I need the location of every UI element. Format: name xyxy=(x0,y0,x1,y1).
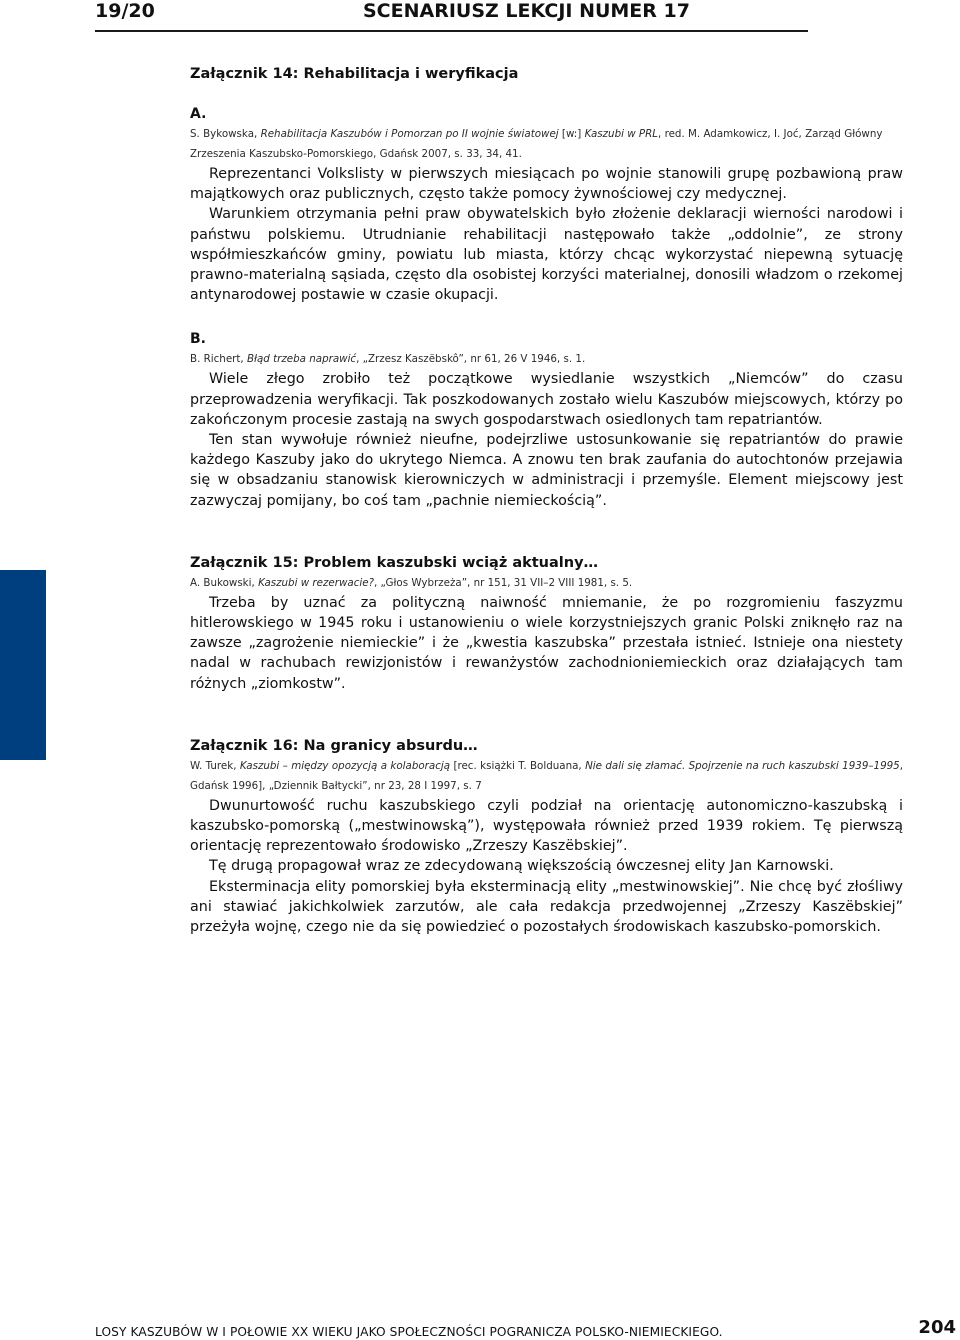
page-number: 19/20 xyxy=(95,0,155,22)
source-citation: S. Bykowska, Rehabilitacja Kaszubów i Pomorzan po II wojnie światowej [w:] Kaszubi w PRL, red. M. Adamkowicz, I. Joć, Zarząd Główny Zrzeszenia Kaszubsko-Pomorskiego, Gdańsk 2007, s. 33, 34, 41. xyxy=(190,128,883,160)
footer-title: LOSY KASZUBÓW W I POŁOWIE XX WIEKU JAKO SPOŁECZNOŚCI POGRANICZA POLSKO-NIEMIECKIEGO. xyxy=(95,1325,723,1339)
section-title: Załącznik 16: Na granicy absurdu… xyxy=(190,737,478,754)
section-title: Załącznik 14: Rehabilitacja i weryfikacja xyxy=(190,66,519,82)
footer-page-number: 204 xyxy=(918,1317,956,1338)
paragraph: Eksterminacja elity pomorskiej była eksterminacją elity „mestwinowskiej”. Nie chcę być złośliwy ani stawiać jakichkolwiek zarzutów, ale cała redakcja przedwojennej „Zrzeszy Kaszëbskiej” przeżyła wojnę, czego nie da się powiedzieć o pozostałych środowiskach kaszubsko-pomorskich. xyxy=(190,878,903,936)
section-title: Załącznik 15: Problem kaszubski wciąż aktualny… xyxy=(190,554,599,571)
paragraph: Ten stan wywołuje również nieufne, podejrzliwe ustosunkowanie się repatriantów do prawie każdego Kaszuby jako do ukrytego Niemca. A znowu ten brak zaufania do autochtonów przejawia się w obsadzaniu stanowisk kierowniczych w administracji i przemyśle. Element miejscowy jest zazwyczaj pomijany, bo coś tam „pachnie niemieckością”. xyxy=(190,432,903,509)
section-zalacznik-16 xyxy=(190,736,903,937)
paragraph: Trzeba by uznać za polityczną naiwność mniemanie, że po rozgromieniu faszyzmu hitlerowskiego w 1945 roku i ustanowieniu o wiele korzystniejszych granic Polski zniknęło raz na zawsze „zagrożenie niemieckie” i że „kwestia kaszubska” przestała istnieć. Istnieje ona niestety nadal w rachubach rewizjonistów i rewanżystów zachodnioniemieckich oraz działających tam różnych „ziomkostw”. xyxy=(190,594,903,692)
subsection-letter-a: A. xyxy=(190,106,207,122)
source-citation: W. Turek, Kaszubi – między opozycją a kolaboracją [rec. książki T. Bolduana, Nie dali się złamać. Spojrzenie na ruch kaszubski 1939–1995, Gdańsk 1996], „Dziennik Bałtycki”, nr 23, 28 I 1997, s. 7 xyxy=(190,759,904,792)
main-content xyxy=(190,64,903,937)
subsection-letter-b: B. xyxy=(190,331,206,348)
paragraph: Dwunurtowość ruchu kaszubskiego czyli podział na orientację autonomiczno-kaszubską i kaszubsko-pomorską („mestwinowską”), występowała również przed 1939 rokiem. Tę pierwszą orientację reprezentowało środowisko „Zrzeszy Kaszëbskiej”. xyxy=(190,797,903,855)
paragraph: Reprezentanci Volkslisty w pierwszych miesiącach po wojnie stanowili grupę pozbawioną praw majątkowych oraz publicznych, często także pomocy żywnościowej czy medycznej. xyxy=(190,166,903,203)
page-header xyxy=(95,0,808,32)
paragraph: Wiele złego zrobiło też początkowe wysiedlanie wszystkich „Niemców” do czasu przeprowadzenia weryfikacji. Tak poszkodowanych zostało wielu Kaszubów miejscowych, którzy po zakończonym procesie zastają na swych gospodarstwach osiedlonych tam repatriantów. xyxy=(190,371,903,428)
paragraph: Tę drugą propagował wraz ze zdecydowaną większością ówczesnej elity Jan Karnowski. xyxy=(209,858,834,875)
side-accent-bar xyxy=(0,570,46,760)
source-citation: A. Bukowski, Kaszubi w rezerwacie?, „Głos Wybrzeża”, nr 151, 31 VII–2 VIII 1981, s. 5. xyxy=(190,576,633,589)
paragraph: Warunkiem otrzymania pełni praw obywatelskich było złożenie deklaracji wierności narodowi i państwu polskiemu. Utrudnianie rehabilitacji następowało także „oddolnie”, ze strony współmieszkańców gminy, powiatu lub miasta, którzy chcąc wykorzystać niepewną sytuację prawno-materialną sąsiada, często dla osobistej korzyści materialnej, donosili władzom o rzekomej antynarodowej postawie w czasie okupacji. xyxy=(190,206,903,304)
source-citation: B. Richert, Błąd trzeba naprawić, „Zrzesz Kaszëbskô”, nr 61, 26 V 1946, s. 1. xyxy=(190,353,586,366)
lesson-title: SCENARIUSZ LEKCJI NUMER 17 xyxy=(363,0,690,22)
section-zalacznik-15 xyxy=(190,553,903,694)
section-zalacznik-14 xyxy=(190,64,903,511)
